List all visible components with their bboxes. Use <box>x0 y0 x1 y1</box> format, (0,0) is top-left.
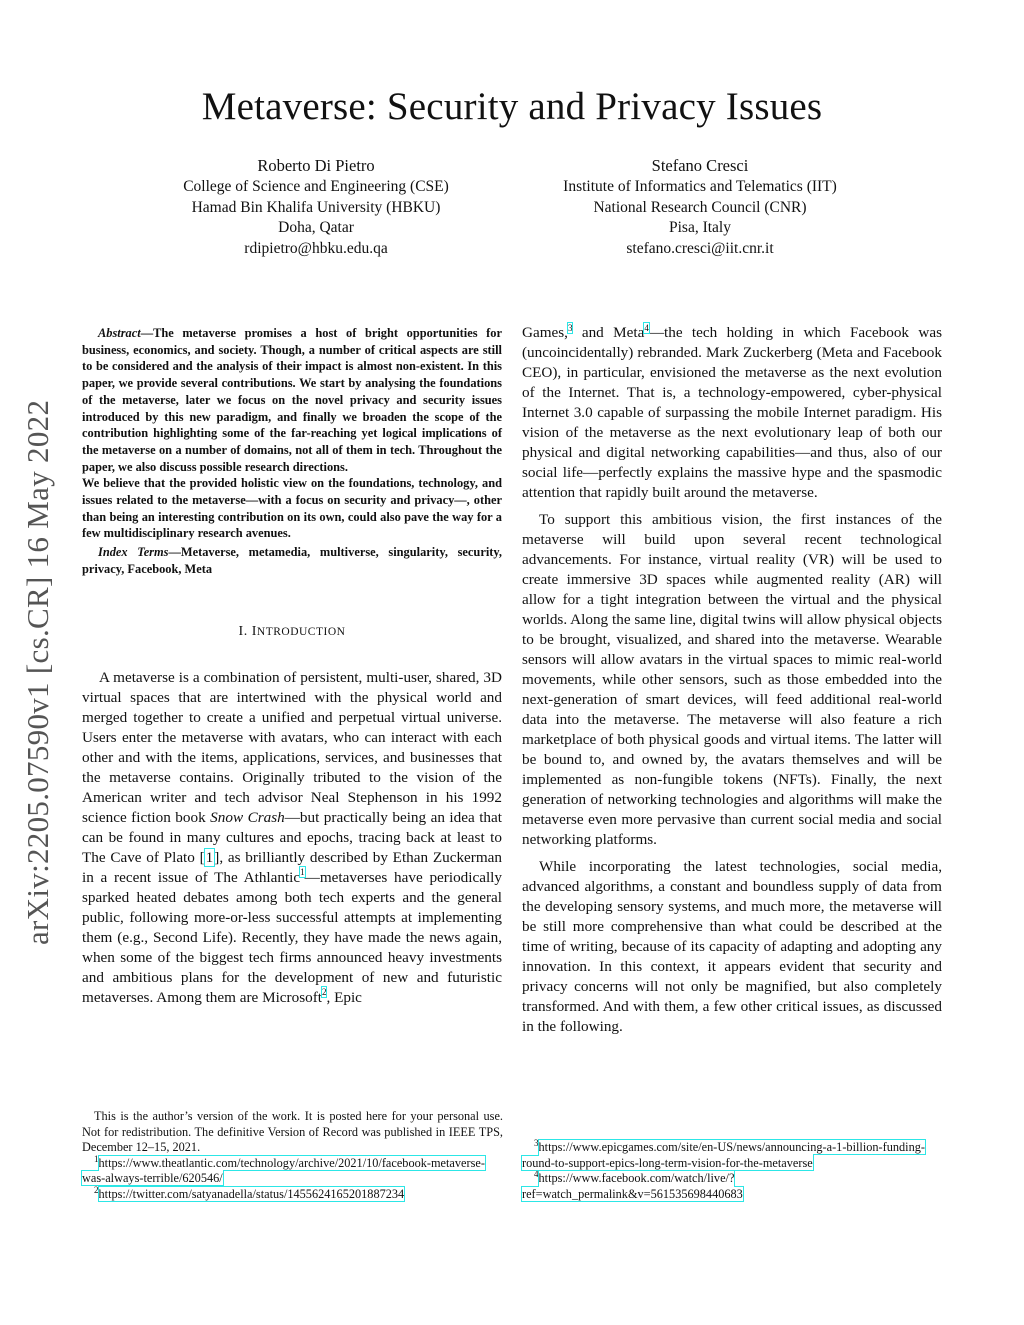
footnote-link[interactable]: 3 <box>567 322 573 333</box>
abstract-text-2: We believe that the provided holistic view on the foundations, technology, and issues related to the metaverse—with a focus on security and privacy—, other than being an interesting contribution on its own, could also pave the way for a few multidisciplinary research avenues. <box>82 476 502 541</box>
footnote-url[interactable]: https://twitter.com/satyanadella/status/1455624165201887234 <box>98 1186 405 1201</box>
left-column <box>82 325 502 1008</box>
citation-bracket: ] <box>214 848 220 866</box>
author-email: rdipietro@hbku.edu.qa <box>244 240 388 258</box>
text-run: , Epic <box>326 988 362 1006</box>
paper-title: Metaverse: Security and Privacy Issues <box>201 85 823 128</box>
author-location: Pisa, Italy <box>669 219 731 237</box>
abstract-text: The metaverse promises a host of bright opportunities for business, economics, and society. Though, a number of critical aspects are still to be considered and the analysis of their impact is almost non-existent. In this paper, we provide several contributions. We start by analysing the foundations of the metaverse, later we focus on the novel privacy and security issues introduced by this new paradigm, and finally we broaden the scope of the contribution highlighting some of the far-reaching yet logical implications of the metaverse on a number of domains, not all of them in tech. Throughout the paper, we also discuss possible research directions. <box>82 326 502 474</box>
footnote-3 <box>522 1137 944 1171</box>
footnote-url[interactable]: https://www.facebook.com/watch/live/?ref=watch_permalink&v=561535698440683 <box>522 1171 743 1201</box>
footnote-url[interactable]: https://www.epicgames.com/site/en-US/news/announcing-a-1-billion-funding-round-to-support-epics-long-term-vision-for-the-metaverse <box>522 1140 925 1170</box>
footnote-1 <box>82 1153 503 1187</box>
footnote-link[interactable]: 4 <box>644 322 649 333</box>
author-affiliation: Institute of Informatics and Telematics (IIT) <box>563 177 837 195</box>
intro-body <box>82 668 502 1008</box>
footnote-mark: 3 <box>534 1137 539 1148</box>
footnotes-right <box>522 1137 944 1202</box>
footnote-4 <box>522 1171 944 1202</box>
author-location: Doha, Qatar <box>278 219 354 237</box>
body-paragraph: To support this ambitious vision, the first instances of the metaverse will build upon several recent technological advancements. For instance, virtual reality (VR) will be used to create immersive 3D spaces while augmented reality (AR) will allow for a tight integration between the virtual and the physical worlds. Along the same line, digital twins will allow physical objects to be brought, visualized, and shared into the metaverse. Wearable sensors will allow avatars in the virtual spaces to mimic real-world movements, while other sensors, such as those embedded into the next-generation of smart devices, will feed additional real-world data into the metaverse. The metaverse will also feature a rich marketplace of both physical goods and virtual items. The latter will be bound to, and owned by, the avatars themselves and will be implemented as non-fungible tokens (NFTs). Finally, the next generation of networking technologies and algorithms will make the metaverse even more pervasive than current social media and social networking platforms. <box>522 511 942 848</box>
right-column <box>522 323 942 1037</box>
section-title-rest: NTRODUCTION <box>256 625 346 638</box>
footnote-link[interactable]: 2 <box>321 987 327 998</box>
footnote-url[interactable]: https://www.theatlantic.com/technology/archive/2021/10/facebook-metaverse-was-always-terrible/620546/ <box>82 1155 485 1186</box>
citation-link[interactable]: 1 <box>205 848 214 866</box>
footnote-mark: 2 <box>94 1184 99 1195</box>
author-affiliation: College of Science and Engineering (CSE) <box>183 177 449 195</box>
index-terms-label: Index Terms <box>98 545 169 560</box>
section-heading-introduction <box>82 622 502 642</box>
author-email: stefano.cresci@iit.cnr.it <box>626 240 774 258</box>
author-block-1 <box>106 156 526 260</box>
index-terms-text: Metaverse, metamedia, multiverse, singularity, security, privacy, Facebook, Meta <box>82 545 502 576</box>
footnote-link[interactable]: 1 <box>300 867 305 878</box>
author-institution: National Research Council (CNR) <box>593 198 807 216</box>
footnotes-left <box>82 1109 503 1203</box>
body-paragraph <box>522 323 942 503</box>
author-name: Roberto Di Pietro <box>257 156 375 175</box>
footnote-mark: 4 <box>534 1169 539 1180</box>
text-run: , as brilliantly described by Ethan Zuckerman in a recent issue of The Athlantic <box>82 848 502 886</box>
abstract <box>82 325 502 578</box>
intro-paragraph-1 <box>82 668 502 1008</box>
abstract-dash: — <box>140 326 154 340</box>
text-run: A metaverse is a combination of persistent, multi-user, shared, 3D virtual spaces that are intertwined with the physical world and merged together to create a unified and perpetual virtual universe. Users enter the metaverse with avatars, who can interact with each other and with the items, applications, services, and businesses that the metaverse contains. Originally tributed to the vision of the American writer and tech advisor Neal Stephenson in his 1992 science fiction book <box>82 668 502 826</box>
author-block-2 <box>490 156 910 260</box>
footnote-2 <box>82 1184 503 1203</box>
index-terms-dash: — <box>168 545 181 560</box>
book-title: Snow Crash <box>210 808 285 826</box>
author-name: Stefano Cresci <box>651 156 749 175</box>
footnote-mark: 1 <box>94 1153 99 1164</box>
text-run: —metaverses have periodically sparked heated debates among both tech experts and the general public, following more-or-less successful attempts at implementing them (e.g., Second Life). Recently, they have made the news again, when some of the biggest tech firms announced heavy investments and ambitious plans for the development of new and futuristic metaverses. Among them are Microsoft <box>82 868 502 1006</box>
citation-bracket: [ <box>199 848 205 866</box>
text-run: and Meta <box>572 324 645 341</box>
body-paragraph: While incorporating the latest technologies, social media, advanced algorithms, a constant and boundless supply of data from the developing sensory systems, and much more, the metaverse will be still more comprehensive than what could be described at the time of writing, because of its capacity of adapting and adopting any innovation. In this context, it appears evident that security and privacy concerns will not only be magnified, but also completely transformed. And with them, a few other critical issues, as discussed in the following. <box>522 858 942 1035</box>
section-first-letter: I <box>251 623 257 639</box>
arxiv-identifier-stamp: arXiv:2205.07590v1 [cs.CR] 16 May 2022 <box>20 399 55 945</box>
version-note: This is the author’s version of the work. It is posted here for your personal use. Not for redistribution. The definitive Version of Record was published in IEEE TPS, December 12–15, 2021. <box>82 1109 503 1155</box>
text-run: Games, <box>522 324 568 341</box>
author-institution: Hamad Bin Khalifa University (HBKU) <box>191 198 441 216</box>
section-numeral: I. <box>238 623 248 639</box>
abstract-label: Abstract <box>98 326 141 340</box>
text-run: —the tech holding in which Facebook was (uncoincidentally) rebranded. Mark Zuckerberg (Meta and Facebook CEO), in particular, envisioned the metaverse as the next evolution of the Internet. That is, a technology-empowered, cyber-physical Internet 3.0 capable of surpassing the mobile Internet paradigm. His vision of the metaverse as the next evolutionary leap of both our physical and digital networking capabilities—and thus, also of our social life—perfectly explains the massive hype and the spasmodic attention that rapidly built around the metaverse. <box>522 324 942 501</box>
text-run: —but practically being an idea that can be found in many cultures and epochs, tracing back at least to The Cave of Plato <box>82 808 502 866</box>
